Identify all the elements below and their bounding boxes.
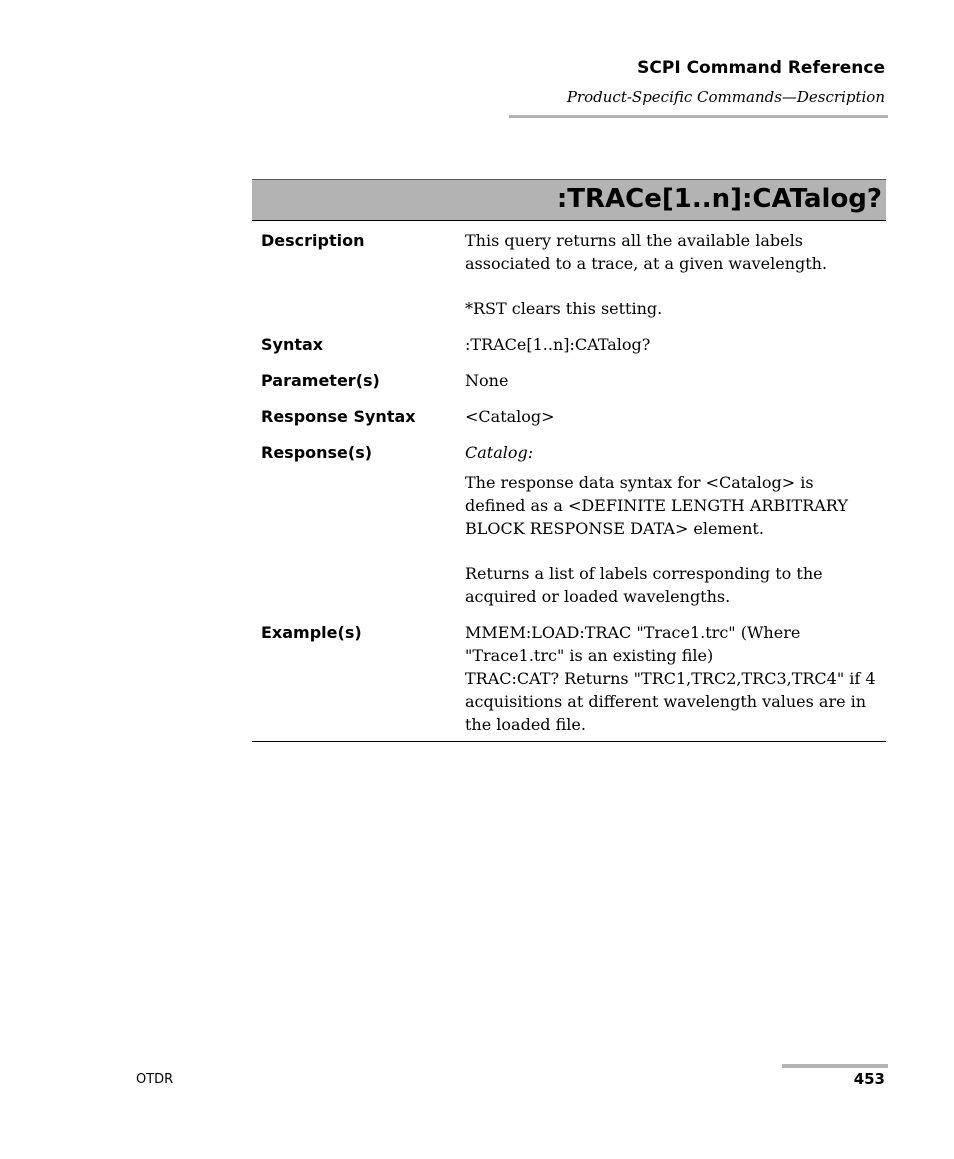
example-line: TRAC:CAT? Returns "TRC1,TRC2,TRC3,TRC4" if 4 <box>465 669 876 688</box>
description-label: Description <box>261 231 365 250</box>
command-title-bar <box>252 179 886 221</box>
response-syntax-value: <Catalog> <box>465 407 555 426</box>
response-line: acquired or loaded wavelengths. <box>465 587 731 606</box>
example-line: acquisitions at different wavelength values are in <box>465 692 867 711</box>
header-divider <box>509 115 888 118</box>
response-syntax-label: Response Syntax <box>261 407 416 426</box>
syntax-label: Syntax <box>261 335 324 354</box>
description-note: *RST clears this setting. <box>465 299 663 318</box>
description-value <box>465 229 885 320</box>
response-line: Returns a list of labels corresponding to the <box>465 564 823 583</box>
footer-divider <box>782 1064 888 1068</box>
response-name: Catalog: <box>465 443 534 462</box>
running-header-subtitle: Product-Specific Commands—Description <box>566 88 885 106</box>
parameters-label: Parameter(s) <box>261 371 380 390</box>
example-line: MMEM:LOAD:TRAC "Trace1.trc" (Where <box>465 623 801 642</box>
command-title: :TRACe[1..n]:CATalog? <box>556 184 882 214</box>
response-line: The response data syntax for <Catalog> is <box>465 473 814 492</box>
footer-product: OTDR <box>136 1072 174 1087</box>
description-line: associated to a trace, at a given wavelength. <box>465 254 828 273</box>
responses-label: Response(s) <box>261 443 373 462</box>
table-bottom-rule <box>252 741 886 742</box>
example-line: the loaded file. <box>465 715 586 734</box>
syntax-value: :TRACe[1..n]:CATalog? <box>465 335 651 354</box>
parameters-value: None <box>465 371 509 390</box>
response-line: defined as a <DEFINITE LENGTH ARBITRARY <box>465 496 848 515</box>
response-line: BLOCK RESPONSE DATA> element. <box>465 519 764 538</box>
examples-value <box>465 621 885 736</box>
page-number: 453 <box>853 1070 885 1088</box>
description-line: This query returns all the available labels <box>465 231 803 250</box>
example-line: "Trace1.trc" is an existing file) <box>465 646 714 665</box>
running-header-title: SCPI Command Reference <box>637 58 885 78</box>
responses-value <box>465 441 885 608</box>
examples-label: Example(s) <box>261 623 362 642</box>
